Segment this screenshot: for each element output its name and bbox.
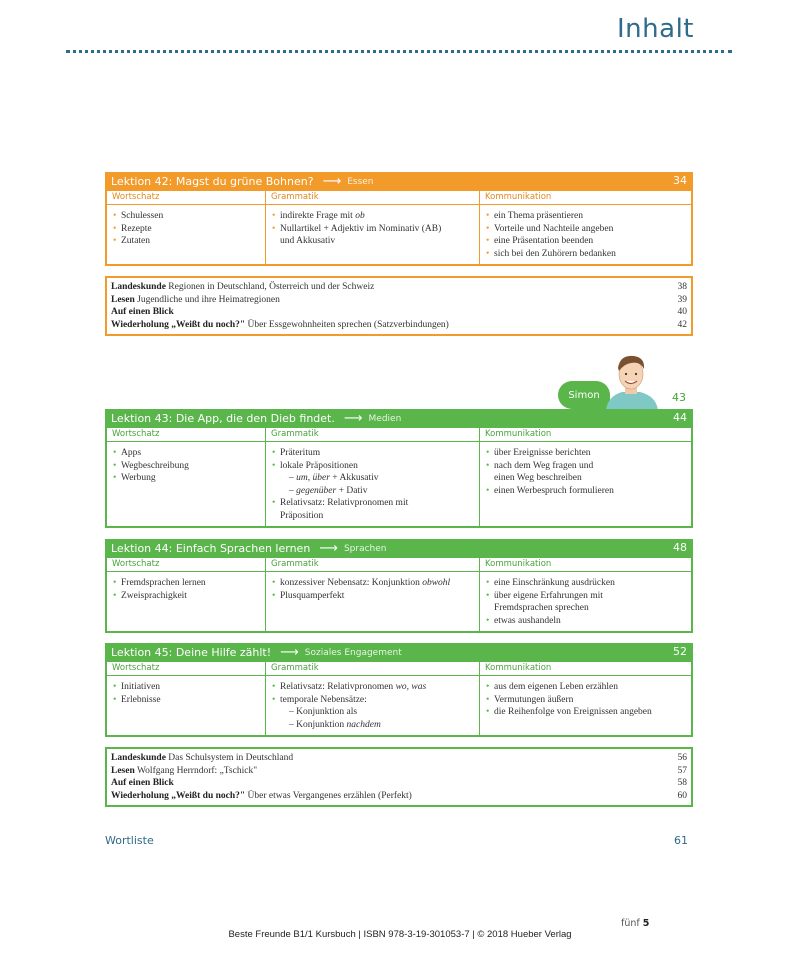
list-item: • über Ereignisse berichten (486, 447, 687, 460)
lesson-44-topic: Sprachen (343, 543, 387, 554)
lesson-43-page: 44 (673, 411, 687, 424)
list-subitem: – Konjunktion nachdem (289, 719, 381, 730)
lesson-43-title: Lektion 43: Die App, die den Dieb findet. (111, 412, 335, 425)
simon-avatar (600, 352, 662, 410)
list-item: • Schulessen (113, 210, 261, 223)
list-item: • Fremdsprachen lernen (113, 577, 261, 590)
list-item: • aus dem eigenen Leben erzählen (486, 681, 687, 694)
grammatik-column (266, 428, 480, 526)
grammatik-column (266, 558, 480, 631)
list-item: • Präteritum (272, 447, 475, 460)
extras-row[interactable]: Landeskunde Regionen in Deutschland, Österreich und der Schweiz 38 (111, 282, 687, 292)
column-header: Wortschatz (107, 558, 265, 572)
grammatik-column (266, 191, 480, 264)
list-item: • Zweisprachigkeit (113, 590, 261, 603)
list-item: • konzessiver Nebensatz: Konjunktion obwohl (272, 577, 475, 590)
list-item: • einen Werbespruch formulieren (486, 485, 687, 498)
column-header: Wortschatz (107, 662, 265, 676)
page-title: Inhalt (617, 14, 694, 44)
list-item: • eine Einschränkung ausdrücken (486, 577, 687, 590)
list-item: • Vermutungen äußern (486, 694, 687, 707)
grammatik-column (266, 662, 480, 735)
column-header: Grammatik (266, 662, 479, 676)
list-item: • Werbung (113, 472, 261, 485)
column-header: Grammatik (266, 558, 479, 572)
list-item: • Initiativen (113, 681, 261, 694)
lesson-43-topic: Medien (368, 413, 402, 424)
list-item: • Zutaten (113, 235, 261, 248)
list-item: • die Reihenfolge von Ereignissen angeben (486, 706, 687, 719)
wortliste-page: 61 (674, 834, 688, 847)
column-header: Grammatik (266, 428, 479, 442)
arrow-right-icon: ⟶ (280, 645, 299, 660)
column-header: Kommunikation (480, 428, 691, 442)
lesson-45 (105, 643, 693, 737)
lesson-42-table (105, 191, 693, 266)
list-item: • Plusquamperfekt (272, 590, 475, 603)
arrow-right-icon: ⟶ (319, 541, 338, 556)
column-header: Wortschatz (107, 191, 265, 205)
wortschatz-column (107, 558, 266, 631)
lesson-42 (105, 172, 693, 266)
footer-credit: Beste Freunde B1/1 Kursbuch | ISBN 978-3-19-301053-7 | © 2018 Hueber Verlag (228, 929, 572, 940)
column-header: Kommunikation (480, 662, 691, 676)
kommunikation-column (480, 662, 691, 735)
extras-box-2 (105, 747, 693, 807)
list-item: • etwas aushandeln (486, 615, 687, 628)
lesson-43-header[interactable] (105, 409, 693, 428)
list-subitem: – um, über + Akkusativ (289, 473, 379, 483)
list-item: • nach dem Weg fragen und einen Weg beschreiben (486, 460, 687, 485)
list-item: • Erlebnisse (113, 694, 261, 707)
lesson-43-table (105, 428, 693, 528)
simon-badge: Simon (558, 381, 610, 409)
lesson-42-header[interactable] (105, 172, 693, 191)
lesson-42-topic: Essen (347, 176, 374, 187)
list-item: • temporale Nebensätze: (272, 694, 475, 707)
extras-row[interactable]: Wiederholung „Weißt du noch?" Über Essgewohnheiten sprechen (Satzverbindungen) 42 (111, 319, 687, 330)
column-header: Wortschatz (107, 428, 265, 442)
lesson-42-title: Lektion 42: Magst du grüne Bohnen? (111, 175, 314, 188)
column-header: Kommunikation (480, 558, 691, 572)
list-item: • Apps (113, 447, 261, 460)
column-header: Grammatik (266, 191, 479, 205)
list-subitem: – gegenüber + Dativ (289, 485, 368, 496)
list-item: • indirekte Frage mit ob (272, 210, 475, 223)
extras-row[interactable]: Wiederholung „Weißt du noch?" Über etwas Vergangenes erzählen (Perfekt) 60 (111, 790, 687, 801)
lesson-44 (105, 539, 693, 633)
list-item: • sich bei den Zuhörern bedanken (486, 248, 687, 261)
list-item: • Relativsatz: Relativpronomen mit Präposition (272, 497, 475, 522)
lesson-44-title: Lektion 44: Einfach Sprachen lernen (111, 542, 311, 555)
list-subitem: – Konjunktion als (289, 707, 358, 717)
page-number: fünf 5 (621, 918, 650, 929)
lesson-43 (105, 409, 693, 528)
list-item: • Nullartikel + Adjektiv im Nominativ (AB) und Akkusativ (272, 223, 475, 248)
list-item: • Relativsatz: Relativpronomen wo, was (272, 681, 475, 694)
list-item: • Rezepte (113, 223, 261, 236)
extras-row[interactable]: Auf einen Blick 58 (111, 778, 687, 788)
list-item: • eine Präsentation beenden (486, 235, 687, 248)
wortschatz-column (107, 662, 266, 735)
extras-row[interactable]: Lesen Jugendliche und ihre Heimatregionen 39 (111, 294, 687, 305)
wortschatz-column (107, 191, 266, 264)
lesson-45-header[interactable] (105, 643, 693, 662)
wortliste-link[interactable]: Wortliste (105, 834, 154, 847)
lesson-44-header[interactable] (105, 539, 693, 558)
arrow-right-icon: ⟶ (343, 411, 363, 426)
extras-row[interactable]: Lesen Wolfgang Herrndorf: „Tschick" 57 (111, 765, 687, 776)
lesson-42-page: 34 (673, 174, 687, 187)
simon-page: 43 (672, 391, 686, 404)
dotted-divider (66, 50, 732, 53)
extras-row[interactable]: Auf einen Blick 40 (111, 307, 687, 317)
lesson-45-topic: Soziales Engagement (304, 647, 402, 658)
list-item: • Vorteile und Nachteile angeben (486, 223, 687, 236)
kommunikation-column (480, 428, 691, 526)
arrow-right-icon: ⟶ (322, 174, 342, 189)
extras-box-1 (105, 276, 693, 336)
lesson-45-table (105, 662, 693, 737)
lesson-44-table (105, 558, 693, 633)
kommunikation-column (480, 558, 691, 631)
list-item: • ein Thema präsentieren (486, 210, 687, 223)
lesson-44-page: 48 (673, 541, 687, 554)
extras-row[interactable]: Landeskunde Das Schulsystem in Deutschland 56 (111, 753, 687, 763)
kommunikation-column (480, 191, 691, 264)
lesson-45-page: 52 (673, 645, 687, 658)
list-item: • über eigene Erfahrungen mit Fremdsprachen sprechen (486, 590, 687, 615)
list-item: • lokale Präpositionen (272, 460, 475, 473)
lesson-45-title: Lektion 45: Deine Hilfe zählt! (111, 646, 272, 659)
list-item: • Wegbeschreibung (113, 460, 261, 473)
wortschatz-column (107, 428, 266, 526)
column-header: Kommunikation (480, 191, 691, 205)
